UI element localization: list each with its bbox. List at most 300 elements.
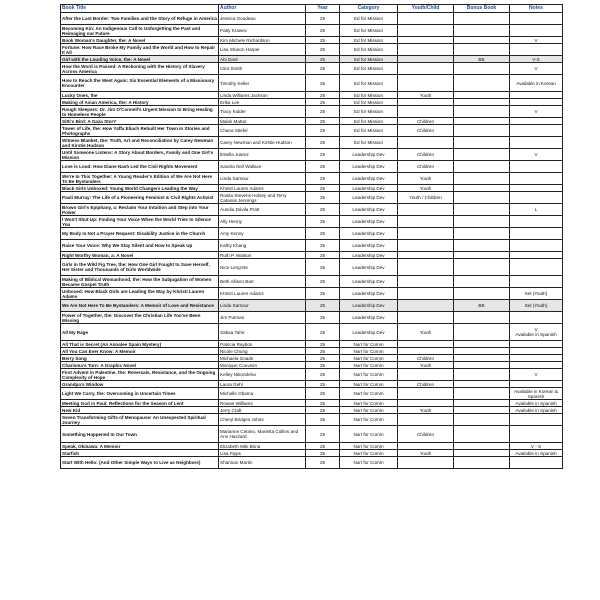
notes-cell [510, 216, 563, 228]
category-cell: Leadership Dev [340, 173, 398, 185]
youth-child-cell [398, 443, 454, 450]
notes-cell [510, 348, 563, 355]
notes-cell [510, 414, 563, 426]
year-cell: 25 [306, 173, 340, 185]
author-cell: Timothy Keller [219, 75, 306, 92]
bonus-book-cell [454, 192, 510, 204]
notes-cell: Set (Youth) [510, 288, 563, 300]
notes-cell: Available in Korean & Spanish [510, 388, 563, 400]
author-cell: Estella Juarez [219, 149, 306, 161]
bonus-book-cell [454, 173, 510, 185]
bonus-book-cell [454, 99, 510, 106]
category-cell: Nurt for Comm [340, 443, 398, 450]
column-header-title: Book Title [61, 5, 219, 13]
year-cell: 25 [306, 388, 340, 400]
author-cell: Patricia Raybon [219, 341, 306, 348]
author-cell: Erika Lee [219, 99, 306, 106]
book-title-cell: All That is Secret (An Annalee Spain Mystery) [61, 341, 219, 348]
year-cell: 25 [306, 369, 340, 381]
book-title-cell: Girls in the Wild Fig Tree, the: How One Girl Fought to Save Herself, Her Sister and Thousands of Girls Worldwide [61, 259, 219, 276]
notes-cell [510, 426, 563, 443]
author-cell: Cheryl Bridges Johns [219, 414, 306, 426]
table-row [61, 44, 563, 56]
category-cell: Ed for Mission [340, 63, 398, 75]
year-cell: 25 [306, 56, 340, 63]
author-cell: Abi Daré [219, 56, 306, 63]
header-row [61, 5, 563, 13]
book-title-cell: Rough Sleepers: Dr. Jim O'Connell's Urgent Mission to Bring Healing to Homeless People [61, 106, 219, 118]
book-title-cell: Brown Girl's Epiphany, a: Reclaim Your Intuition and Step into Your Power [61, 204, 219, 216]
book-title-cell: New Kid [61, 407, 219, 414]
bonus-book-cell [454, 276, 510, 288]
notes-cell [510, 457, 563, 469]
youth-child-cell: Youth [398, 185, 454, 192]
table-row [61, 426, 563, 443]
youth-child-cell: Children [398, 426, 454, 443]
book-title-cell: Making of Asian America, the: A History [61, 99, 219, 106]
reading-list-table [60, 4, 563, 469]
category-cell: Leadership Dev [340, 185, 398, 192]
year-cell: 25 [306, 137, 340, 149]
notes-cell [510, 252, 563, 259]
table-row [61, 161, 563, 173]
bonus-book-cell: BB [454, 56, 510, 63]
book-title-cell: Making of Biblical Womanhood, the: How the Subjugation of Women Became Gospel Truth [61, 276, 219, 288]
year-cell: 25 [306, 362, 340, 369]
book-title-cell: Seven Transforming Gifts of Menopause: An Unexpected Spiritual Journey [61, 414, 219, 426]
notes-cell: V Available in Spanish [510, 324, 563, 341]
year-cell: 25 [306, 341, 340, 348]
youth-child-cell [398, 252, 454, 259]
notes-cell [510, 192, 563, 204]
youth-child-cell: Youth [398, 407, 454, 414]
author-cell: Lisa Sharon Harper [219, 44, 306, 56]
category-cell: Nurt for Comm [340, 355, 398, 362]
table-row [61, 252, 563, 259]
category-cell: Leadership Dev [340, 204, 398, 216]
author-cell: Rosita Stevens Holsey and Terry Catasús Jennings [219, 192, 306, 204]
youth-child-cell: Youth [398, 362, 454, 369]
category-cell: Ed for Mission [340, 25, 398, 37]
author-cell: Lisa Fipps [219, 450, 306, 457]
book-title-cell: Power of Together, the: Discover the Christian Life You've Been Missing [61, 312, 219, 324]
category-cell: Ed for Mission [340, 125, 398, 137]
table-row [61, 13, 563, 25]
author-cell: Elizabeth Miki Brina [219, 443, 306, 450]
book-title-cell: We're In This Together: A Young Reader's Edition of We Are Not Here To Be Bystanders [61, 173, 219, 185]
year-cell: 25 [306, 25, 340, 37]
youth-child-cell [398, 99, 454, 106]
table-row [61, 276, 563, 288]
notes-cell [510, 44, 563, 56]
youth-child-cell [398, 37, 454, 44]
bonus-book-cell [454, 288, 510, 300]
category-cell: Leadership Dev [340, 276, 398, 288]
book-title-cell: Speak, Okinawa: A Memoir [61, 443, 219, 450]
book-title-cell: Becoming Kin: An Indigenous Call to Unforgetting the Past and Reimaging our Future [61, 25, 219, 37]
notes-cell: Available in Spanish [510, 407, 563, 414]
table-row [61, 125, 563, 137]
book-title-cell: How the Word is Passed: A Reckoning with the History of Slavery Across America [61, 63, 219, 75]
bonus-book-cell [454, 161, 510, 173]
bonus-book-cell [454, 149, 510, 161]
book-title-cell: Fortune: How Race Broke My Family and the World and How to Repair It All [61, 44, 219, 56]
book-title-cell: Witness Blanket, the: Truth, Art and Reconciliation by Carey Newman and Kirstie Hudson [61, 137, 219, 149]
youth-child-cell [398, 240, 454, 252]
year-cell: 25 [306, 288, 340, 300]
notes-cell [510, 312, 563, 324]
youth-child-cell [398, 414, 454, 426]
table-row [61, 56, 563, 63]
notes-cell: V [510, 149, 563, 161]
book-title-cell: I Won't Shut Up: Finding Your Voice When the World Tries to Silence You [61, 216, 219, 228]
year-cell: 25 [306, 324, 340, 341]
category-cell: Ed for Mission [340, 99, 398, 106]
author-cell: Khristi Lauren Adams [219, 185, 306, 192]
table-row [61, 240, 563, 252]
year-cell: 25 [306, 92, 340, 99]
bonus-book-cell [454, 63, 510, 75]
notes-cell [510, 125, 563, 137]
column-header-category: Category [340, 5, 398, 13]
table-row [61, 300, 563, 312]
bonus-book-cell [454, 228, 510, 240]
book-title-cell: Berry Song [61, 355, 219, 362]
bonus-book-cell [454, 450, 510, 457]
youth-child-cell [398, 63, 454, 75]
book-title-cell: My Body Is Not a Prayer Request: Disability Justice in the Church [61, 228, 219, 240]
youth-child-cell [398, 369, 454, 381]
category-cell: Leadership Dev [340, 192, 398, 204]
notes-cell: V [510, 106, 563, 118]
year-cell: 25 [306, 161, 340, 173]
year-cell: 25 [306, 414, 340, 426]
youth-child-cell [398, 216, 454, 228]
table-row [61, 312, 563, 324]
notes-cell [510, 228, 563, 240]
table-row [61, 216, 563, 228]
year-cell: 25 [306, 106, 340, 118]
category-cell: Nurt for Comm [340, 369, 398, 381]
category-cell: Nurt for Comm [340, 407, 398, 414]
author-cell: Monique Couvson [219, 362, 306, 369]
author-cell: Marianne Celano, Marietta Collins and Ann Hazzard [219, 426, 306, 443]
year-cell: 25 [306, 381, 340, 388]
year-cell: 25 [306, 348, 340, 355]
author-cell: Sabaa Tahir [219, 324, 306, 341]
book-title-cell: Pauli Murray: The Life of a Pioneering Feminist & Civil Rights Activist [61, 192, 219, 204]
youth-child-cell [398, 388, 454, 400]
youth-child-cell: Children [398, 355, 454, 362]
notes-cell [510, 99, 563, 106]
youth-child-cell: Children [398, 381, 454, 388]
year-cell: 25 [306, 252, 340, 259]
column-header-author: Author [219, 5, 306, 13]
book-title-cell: We Are Not Here To Be Bystanders: A Memoir of Love and Resistance [61, 300, 219, 312]
bonus-book-cell [454, 204, 510, 216]
youth-child-cell: Youth / Children [398, 192, 454, 204]
notes-cell [510, 362, 563, 369]
notes-cell [510, 137, 563, 149]
table-row [61, 355, 563, 362]
book-title-cell: After the Last Border: Two Families and the Story of Refuge in America [61, 13, 219, 25]
book-title-cell: Book Woman's Daughter, the: A Novel [61, 37, 219, 44]
year-cell: 25 [306, 99, 340, 106]
youth-child-cell [398, 400, 454, 407]
category-cell: Ed for Mission [340, 106, 398, 118]
bonus-book-cell [454, 341, 510, 348]
bonus-book-cell [454, 252, 510, 259]
book-title-cell: Charisma's Turn: A Graphic Novel [61, 362, 219, 369]
category-cell: Ed for Mission [340, 137, 398, 149]
bonus-book-cell [454, 443, 510, 450]
bonus-book-cell [454, 362, 510, 369]
youth-child-cell [398, 228, 454, 240]
author-cell: Kelley Nikondeha [219, 369, 306, 381]
book-title-cell: Meeting God in Paul: Reflections for the Season of Lent [61, 400, 219, 407]
youth-child-cell: Youth [398, 92, 454, 99]
notes-cell: Available in Spanish [510, 450, 563, 457]
table-row [61, 407, 563, 414]
bonus-book-cell [454, 240, 510, 252]
column-header-notes: Notes [510, 5, 563, 13]
book-title-cell: Unboxed: How Black Girls are Leading the Way by Khristi Lauren Adams [61, 288, 219, 300]
bonus-book-cell [454, 400, 510, 407]
author-cell: Beth Allison Barr [219, 276, 306, 288]
book-title-cell: Tower of Life, the: How Yaffa Eliach Rebuilt Her Town in Stories and Photographs [61, 125, 219, 137]
youth-child-cell [398, 56, 454, 63]
bonus-book-cell [454, 348, 510, 355]
notes-cell: Available in Korean [510, 75, 563, 92]
category-cell: Leadership Dev [340, 161, 398, 173]
author-cell: Clint Smith [219, 63, 306, 75]
year-cell: 25 [306, 149, 340, 161]
author-cell: Carey Newman and Kirstie Hudson [219, 137, 306, 149]
year-cell: 25 [306, 118, 340, 125]
youth-child-cell [398, 137, 454, 149]
year-cell: 25 [306, 457, 340, 469]
table-row [61, 228, 563, 240]
table-row [61, 362, 563, 369]
category-cell: Leadership Dev [340, 288, 398, 300]
youth-child-cell [398, 348, 454, 355]
book-title-cell: Black Girls Unboxed: Young World Changers Leading the Way [61, 185, 219, 192]
author-cell: Patty Krawec [219, 25, 306, 37]
bonus-book-cell [454, 312, 510, 324]
author-cell: Ruth P. Watson [219, 252, 306, 259]
youth-child-cell [398, 259, 454, 276]
bonus-book-cell [454, 381, 510, 388]
bonus-book-cell [454, 388, 510, 400]
youth-child-cell: Children [398, 125, 454, 137]
bonus-book-cell [454, 414, 510, 426]
category-cell: Nurt for Comm [340, 400, 398, 407]
author-cell: Michaela Goade [219, 355, 306, 362]
book-title-cell: All You Can Ever Know: A Memoir [61, 348, 219, 355]
table-row [61, 92, 563, 99]
table-row [61, 137, 563, 149]
category-cell: Nurt for Comm [340, 450, 398, 457]
reading-list-sheet [60, 4, 562, 469]
book-title-cell: How to Reach the West Again: Six Essential Elements of a Missionary Encounter [61, 75, 219, 92]
table-row [61, 106, 563, 118]
bonus-book-cell [454, 44, 510, 56]
table-row [61, 369, 563, 381]
table-row [61, 149, 563, 161]
table-row [61, 99, 563, 106]
youth-child-cell [398, 75, 454, 92]
table-row [61, 259, 563, 276]
table-row [61, 414, 563, 426]
author-cell: Chana Stiefel [219, 125, 306, 137]
table-row [61, 443, 563, 450]
book-title-cell: Starfish [61, 450, 219, 457]
bonus-book-cell [454, 369, 510, 381]
year-cell: 25 [306, 204, 340, 216]
youth-child-cell [398, 106, 454, 118]
bonus-book-cell [454, 324, 510, 341]
bonus-book-cell [454, 92, 510, 99]
youth-child-cell [398, 44, 454, 56]
author-cell: Khristi Lauren Adams [219, 288, 306, 300]
table-row [61, 388, 563, 400]
category-cell: Ed for Mission [340, 37, 398, 44]
table-row [61, 450, 563, 457]
year-cell: 25 [306, 300, 340, 312]
table-row [61, 37, 563, 44]
author-cell: Linda Sarsour [219, 300, 306, 312]
year-cell: 25 [306, 400, 340, 407]
youth-child-cell [398, 312, 454, 324]
author-cell: Sandra Neil Wallace [219, 161, 306, 173]
table-row [61, 348, 563, 355]
author-cell: Linda Williams Jackson [219, 92, 306, 99]
notes-cell [510, 118, 563, 125]
bonus-book-cell: BB [454, 300, 510, 312]
youth-child-cell: Youth [398, 173, 454, 185]
book-title-cell: Light We Carry, the: Overcoming in Uncertain Times [61, 388, 219, 400]
author-cell: Kathy Khang [219, 240, 306, 252]
bonus-book-cell [454, 25, 510, 37]
bonus-book-cell [454, 13, 510, 25]
category-cell: Leadership Dev [340, 252, 398, 259]
notes-cell: V [510, 37, 563, 44]
notes-cell [510, 276, 563, 288]
year-cell: 25 [306, 192, 340, 204]
bonus-book-cell [454, 355, 510, 362]
category-cell: Leadership Dev [340, 259, 398, 276]
youth-child-cell [398, 288, 454, 300]
table-row [61, 173, 563, 185]
bonus-book-cell [454, 216, 510, 228]
book-title-cell: Lucky Ones, the [61, 92, 219, 99]
category-cell: Leadership Dev [340, 149, 398, 161]
year-cell: 25 [306, 240, 340, 252]
book-title-cell: Love is Loud: How Diane Nash Led the Civil Rights Movement [61, 161, 219, 173]
table-row [61, 204, 563, 216]
youth-child-cell [398, 300, 454, 312]
table-row [61, 75, 563, 92]
bonus-book-cell [454, 457, 510, 469]
year-cell: 25 [306, 185, 340, 192]
notes-cell [510, 185, 563, 192]
bonus-book-cell [454, 75, 510, 92]
notes-cell: L [510, 204, 563, 216]
author-cell: Jerry Craft [219, 407, 306, 414]
bonus-book-cell [454, 185, 510, 192]
year-cell: 25 [306, 228, 340, 240]
youth-child-cell [398, 341, 454, 348]
author-cell: Michelle Obama [219, 388, 306, 400]
author-cell: Amy Kenny [219, 228, 306, 240]
column-header-youth-child: Youth/Child [398, 5, 454, 13]
bonus-book-cell [454, 118, 510, 125]
year-cell: 25 [306, 450, 340, 457]
bonus-book-cell [454, 137, 510, 149]
author-cell: Malak Mattar [219, 118, 306, 125]
table-row [61, 288, 563, 300]
category-cell: Ed for Mission [340, 44, 398, 56]
year-cell: 25 [306, 37, 340, 44]
category-cell: Nurt for Comm [340, 388, 398, 400]
year-cell: 25 [306, 355, 340, 362]
category-cell: Nurt for Comm [340, 414, 398, 426]
table-row [61, 341, 563, 348]
book-title-cell: Start With Hello: (And Other Simple Ways to Live as Neighbors) [61, 457, 219, 469]
author-cell: Linda Sarsour [219, 173, 306, 185]
book-title-cell: Raise Your Voice: Why We Stay Silent and How to Speak Up [61, 240, 219, 252]
table-body [61, 13, 563, 469]
table-row [61, 25, 563, 37]
year-cell: 25 [306, 407, 340, 414]
category-cell: Ed for Mission [340, 56, 398, 63]
bonus-book-cell [454, 407, 510, 414]
notes-cell: V-S [510, 56, 563, 63]
youth-child-cell [398, 25, 454, 37]
notes-cell: V [510, 63, 563, 75]
book-title-cell: Sitti's Bird: A Gaza StorY [61, 118, 219, 125]
table-row [61, 457, 563, 469]
author-cell: Nice Leng'ete [219, 259, 306, 276]
bonus-book-cell [454, 426, 510, 443]
year-cell: 25 [306, 312, 340, 324]
category-cell: Ed for Mission [340, 118, 398, 125]
category-cell: Ed for Mission [340, 75, 398, 92]
notes-cell [510, 92, 563, 99]
notes-cell [510, 25, 563, 37]
year-cell: 25 [306, 443, 340, 450]
author-cell: Kim Michele Richardson [219, 37, 306, 44]
year-cell: 25 [306, 259, 340, 276]
youth-child-cell [398, 13, 454, 25]
table-row [61, 324, 563, 341]
category-cell: Nurt for Comm [340, 381, 398, 388]
table-row [61, 118, 563, 125]
author-cell: Ally Henny [219, 216, 306, 228]
category-cell: Nurt for Comm [340, 426, 398, 443]
year-cell: 25 [306, 216, 340, 228]
table-row [61, 63, 563, 75]
notes-cell: Set (Youth) [510, 300, 563, 312]
notes-cell: V - S [510, 443, 563, 450]
table-row [61, 185, 563, 192]
table-row [61, 381, 563, 388]
year-cell: 25 [306, 44, 340, 56]
youth-child-cell: Children [398, 149, 454, 161]
table-row [61, 192, 563, 204]
book-title-cell: Grandpa's Window [61, 381, 219, 388]
year-cell: 25 [306, 276, 340, 288]
